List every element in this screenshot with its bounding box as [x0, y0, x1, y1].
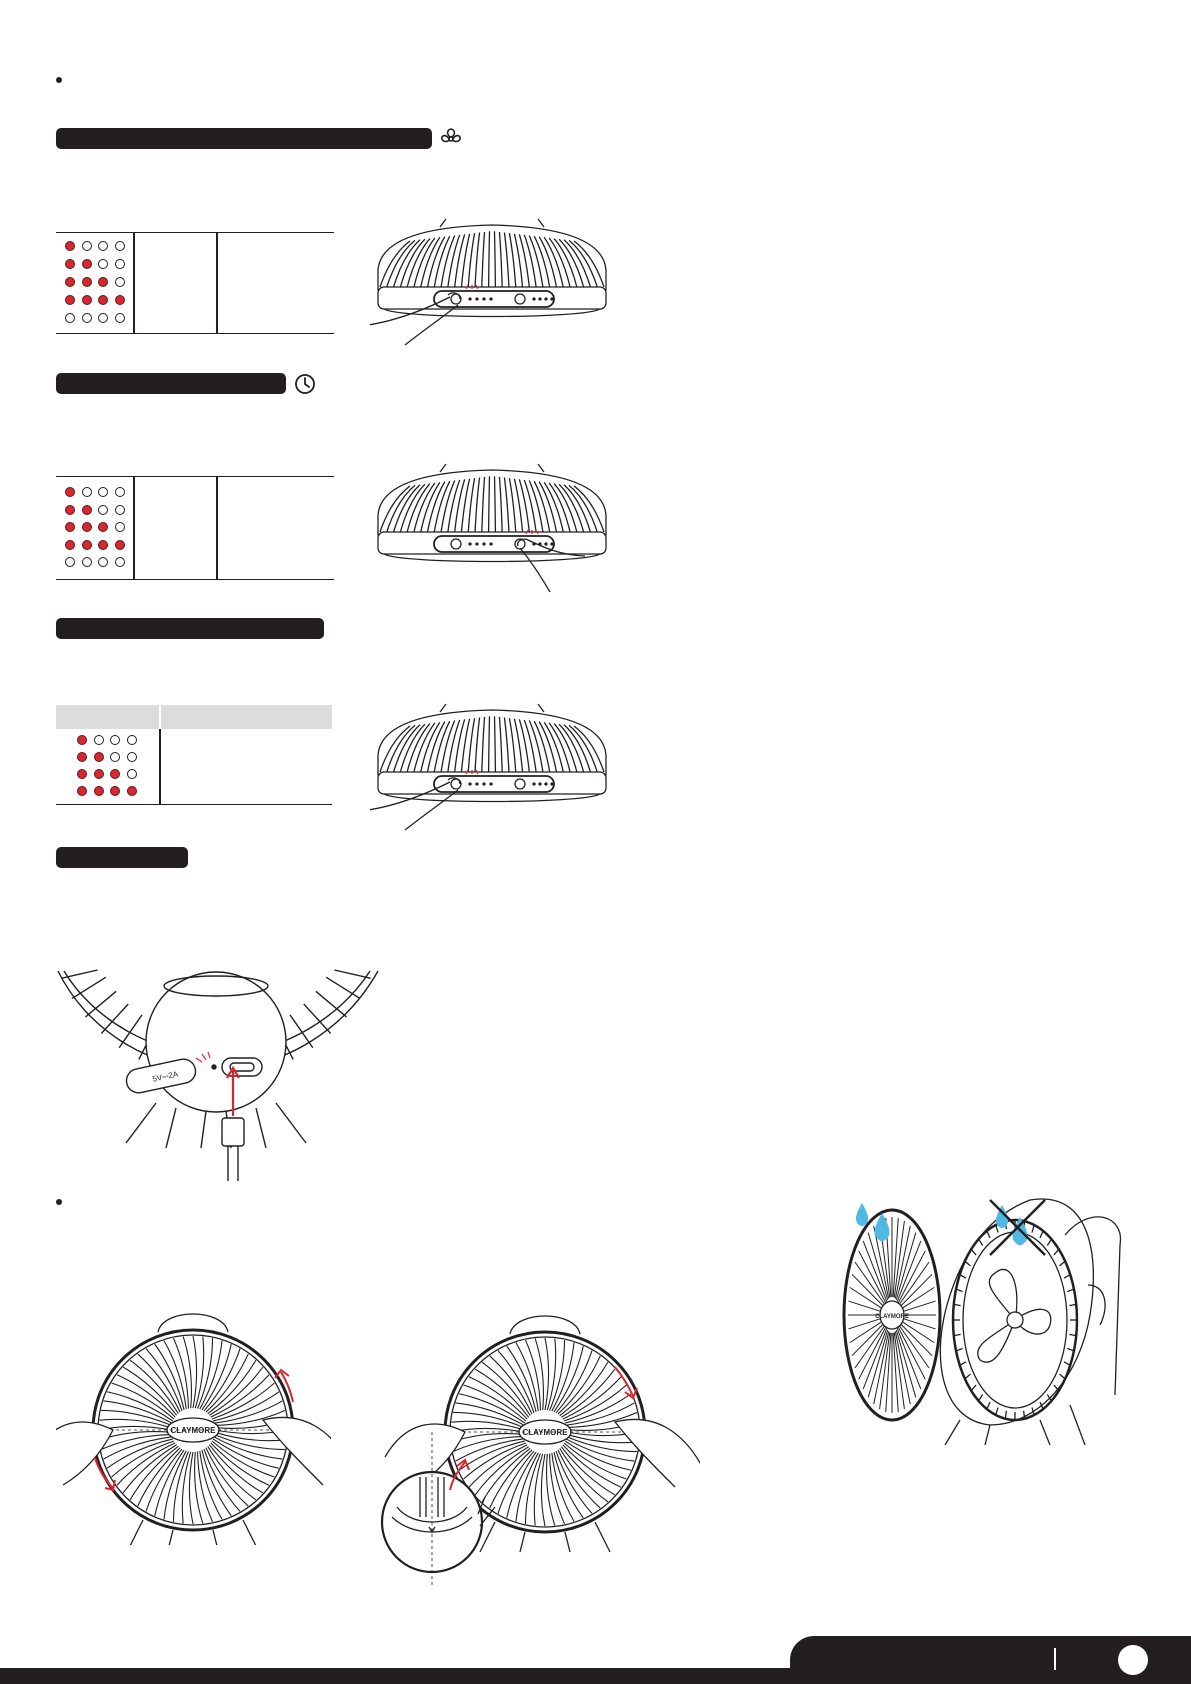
- battery-led-2-4: [127, 752, 137, 762]
- timer-led-1-2: [82, 487, 92, 497]
- section-heading-charging: [56, 847, 188, 868]
- brand-logo: CLAYMORE: [522, 1428, 568, 1437]
- timer-led-2-3: [98, 505, 108, 515]
- battery-led-4-4: [127, 786, 137, 796]
- speed-led-2-2: [82, 259, 92, 269]
- speed-led-4-3: [98, 295, 108, 305]
- battery-led-1-4: [127, 735, 137, 745]
- footer-bar: [0, 1668, 1191, 1684]
- speed-led-5-1: [65, 313, 75, 323]
- timer-led-table: [56, 476, 334, 580]
- washing-guidance-illustration: [840, 1195, 1140, 1445]
- fan-speed-led-table: [56, 232, 334, 334]
- section-heading-timer: [56, 373, 286, 394]
- brand-logo: CLAYMORE: [875, 1314, 909, 1320]
- section-heading-fan-speed: [56, 128, 432, 149]
- section-heading-battery: [56, 618, 324, 639]
- timer-led-3-4: [115, 522, 125, 532]
- brand-logo: CLAYMORE: [170, 1426, 216, 1435]
- battery-table-header: [56, 705, 332, 729]
- battery-led-2-2: [94, 752, 104, 762]
- bullet-point: [56, 77, 62, 83]
- battery-led-4-1: [77, 786, 87, 796]
- battery-led-3-3: [110, 769, 120, 779]
- timer-led-4-3: [98, 540, 108, 550]
- speed-led-3-2: [82, 277, 92, 287]
- speed-led-1-4: [115, 241, 125, 251]
- charging-illustration: [56, 968, 386, 1183]
- fan-speed-button-illustration: [370, 215, 615, 350]
- battery-led-2-1: [77, 752, 87, 762]
- battery-led-4-3: [110, 786, 120, 796]
- speed-led-4-2: [82, 295, 92, 305]
- speed-led-3-4: [115, 277, 125, 287]
- speed-led-4-4: [115, 295, 125, 305]
- timer-led-4-4: [115, 540, 125, 550]
- battery-led-table: [56, 729, 332, 805]
- speed-led-1-2: [82, 241, 92, 251]
- timer-led-2-1: [65, 505, 75, 515]
- timer-led-3-1: [65, 522, 75, 532]
- timer-led-5-4: [115, 557, 125, 567]
- speed-led-3-1: [65, 277, 75, 287]
- timer-led-1-3: [98, 487, 108, 497]
- speed-led-3-3: [98, 277, 108, 287]
- speed-led-5-4: [115, 313, 125, 323]
- speed-led-4-1: [65, 295, 75, 305]
- timer-led-3-2: [82, 522, 92, 532]
- charging-port-label: 5V⎓2A: [151, 1069, 179, 1084]
- timer-led-2-2: [82, 505, 92, 515]
- speed-led-1-1: [65, 241, 75, 251]
- timer-led-5-3: [98, 557, 108, 567]
- timer-led-5-1: [65, 557, 75, 567]
- speed-led-2-3: [98, 259, 108, 269]
- speed-led-1-3: [98, 241, 108, 251]
- battery-led-4-2: [94, 786, 104, 796]
- battery-led-1-3: [110, 735, 120, 745]
- grille-rotate-right-illustration: [380, 1310, 700, 1590]
- speed-led-5-2: [82, 313, 92, 323]
- fan-icon: [440, 127, 462, 149]
- timer-led-2-4: [115, 505, 125, 515]
- timer-led-3-3: [98, 522, 108, 532]
- grille-rotate-left-illustration: [56, 1310, 331, 1545]
- battery-button-illustration: [370, 700, 615, 835]
- battery-led-3-4: [127, 769, 137, 779]
- battery-led-2-3: [110, 752, 120, 762]
- timer-led-1-1: [65, 487, 75, 497]
- timer-led-4-2: [82, 540, 92, 550]
- footer-divider: [1054, 1648, 1056, 1670]
- battery-led-3-2: [94, 769, 104, 779]
- timer-led-4-1: [65, 540, 75, 550]
- battery-led-3-1: [77, 769, 87, 779]
- bullet-point: [56, 1199, 62, 1205]
- battery-led-1-2: [94, 735, 104, 745]
- speed-led-2-1: [65, 259, 75, 269]
- timer-button-illustration: [370, 460, 615, 595]
- page-number-badge: [1118, 1645, 1148, 1675]
- speed-led-2-4: [115, 259, 125, 269]
- battery-led-1-1: [77, 735, 87, 745]
- clock-icon: [294, 373, 316, 395]
- timer-led-5-2: [82, 557, 92, 567]
- timer-led-1-4: [115, 487, 125, 497]
- speed-led-5-3: [98, 313, 108, 323]
